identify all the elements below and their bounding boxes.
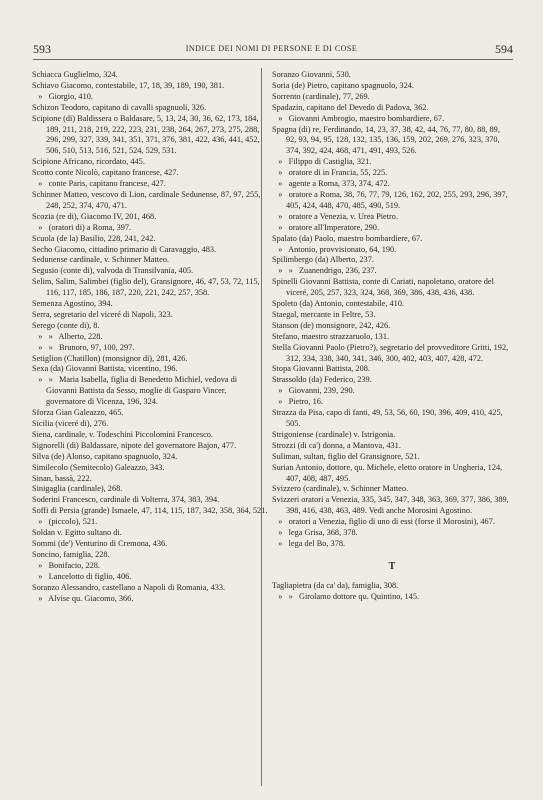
index-entry: » Giorgio, 410.	[32, 91, 93, 101]
index-entry: Schiavo Giacomo, contestabile, 17, 18, 39, 189, 190, 381.	[32, 80, 225, 90]
index-entry: » Antonio, provvisionato, 64, 190.	[272, 244, 397, 254]
index-entry: Spadazin, capitano del Devedo di Padova, 362.	[272, 102, 429, 112]
index-entry: Signorelli (di) Baldassare, nipote del governatore Bajon, 477.	[32, 440, 237, 450]
index-entry: Sommi (de') Venturino di Cremona, 436.	[32, 538, 168, 548]
index-entry: Svizzeri oratori a Venezia, 335, 345, 347, 348, 363, 369, 377, 386, 389, 398, 416, 438, 463, 489. Vedi anche Morosini Agostino.	[272, 495, 511, 516]
index-entry: Sicilia (viceré di), 276.	[32, 419, 109, 428]
page-header	[0, 42, 543, 56]
header-rule	[33, 59, 513, 60]
section-letter: T	[388, 560, 396, 572]
index-entry: Strassoldo (da) Federico, 239.	[272, 375, 372, 385]
index-entry: » (oratori di) a Roma, 397.	[32, 222, 132, 232]
index-entry: Stella Giovanni Paolo (Pietro?), segretario del provveditore Gritti, 192, 312, 334, 338, 340, 341, 346, 300, 402, 403, 407, 428, 472.	[272, 342, 511, 363]
index-entry: Selim, Salim, Salimbei (figlio del), Gransignore, 46, 47, 53, 72, 115, 116, 117, 185, 186, 187, 220, 221, 242, 257, 358.	[32, 277, 262, 298]
index-entry: Sorrento (cardinale), 77, 269.	[272, 91, 370, 101]
index-entry: Strazza da Pisa, capo di fanti, 49, 53, 56, 60, 190, 396, 409, 410, 425, 505.	[272, 408, 505, 428]
index-entry: Scuola (de la) Basilio, 228, 241, 242.	[32, 233, 156, 243]
index-entry: Segusio (conte di), valvoda di Transilvania, 405.	[32, 266, 194, 276]
index-entry: Spinelli Giovanni Battista, conte di Cariati, napoletano, oratore del viceré, 205, 257, 323, 324, 368, 369, 386, 438, 436, 438.	[272, 277, 496, 298]
index-entry: Svizzero (cardinale), v. Schinner Matteo.	[272, 484, 409, 494]
index-entry: Soderini Francesco, cardinale di Volterra, 374, 383, 394.	[32, 495, 220, 505]
index-entry: » » Girolamo dottore qu. Quintino, 145.	[272, 591, 420, 601]
index-entry: » oratore all'Imperatore, 290.	[272, 222, 380, 232]
index-entry: Stopa Giovanni Battista, 208.	[272, 364, 370, 374]
index-entry: Setiglion (Chatillon) (monsignor di), 281, 426.	[32, 353, 188, 363]
index-entry: » Pietro, 16.	[272, 397, 323, 407]
index-entry: Staegal, mercante in Feltre, 53.	[272, 309, 376, 319]
index-entry: » oratore a Venezia, v. Urea Pietro.	[272, 211, 399, 221]
index-entry: Surian Antonio, dottore, qu. Michele, eletto oratore in Ungheria, 124, 407, 408, 487, 495.	[272, 462, 505, 483]
index-entry: Schizon Teodoro, capitano di cavalli spagnuoli, 326.	[32, 102, 207, 112]
index-entry: Sedunense cardinale, v. Schinner Matteo.	[32, 255, 170, 265]
index-entry: Scozia (re di), Giacomo IV, 201, 468.	[32, 211, 157, 221]
index-entry: Serego (conte di), 8.	[32, 320, 100, 330]
index-entry: Spagna (di) re, Ferdinando, 14, 23, 37, 38, 42, 44, 76, 77, 80, 88, 89, 92, 93, 94, 95, 128, 132, 135, 136, 159, 202, 269, 276, 323, 370, 374, 392, 424, 468, 471, 491, 493, 526.	[272, 124, 502, 156]
right-column	[272, 70, 512, 603]
index-entry: Soffi di Persia (grande) Ismaele, 47, 114, 115, 187, 342, 358, 364, 521.	[32, 506, 268, 516]
right-column-entries	[272, 70, 512, 550]
index-entry: Silva (de) Alonso, capitano spagnuolo, 324.	[32, 451, 178, 461]
index-entry: » » Zuanendrigo, 236, 237.	[272, 266, 377, 276]
index-entry: Sinan, bassà, 222.	[32, 473, 92, 483]
index-entry: Stefano, maestro strazzaruolo, 131.	[272, 331, 390, 341]
index-entry: » lega Grisa, 368, 378.	[272, 528, 358, 538]
index-entry: Schinner Matteo, vescovo di Lion, cardinale Sedunense, 87, 97, 255, 248, 252, 374, 470, 471.	[32, 189, 263, 210]
index-entry: » oratori a Venezia, figlio di uno di essi (forse il Morosini), 467.	[272, 517, 495, 527]
index-entry: Spoleto (da) Antonio, contestabile, 410.	[272, 299, 405, 309]
index-entry: Suliman, sultan, figlio del Gransignore, 521.	[272, 451, 420, 461]
index-entry: » agente a Roma, 373, 374, 472.	[272, 179, 390, 189]
index-entry: » conte Paris, capitano francese, 427.	[32, 179, 166, 189]
index-entry: » oratore a Roma, 38, 76, 77, 79, 126, 162, 202, 255, 293, 296, 397, 405, 424, 448, 470, 485, 490, 519.	[272, 189, 510, 210]
index-entry: Soria (de) Pietro, capitano spagnuolo, 324.	[272, 80, 414, 90]
right-page-number: 594	[495, 42, 513, 56]
running-title: INDICE DEI NOMI DI PERSONE E DI COSE	[185, 44, 358, 53]
index-entry: Sforza Gian Galeazzo, 465.	[32, 408, 124, 418]
index-entry: Soldan v. Egitto sultano di.	[32, 528, 122, 538]
left-page-number: 593	[33, 42, 51, 56]
index-entry: Spilimbergo (da) Alberto, 237.	[272, 255, 374, 265]
index-entry: Semenza Agostino, 394.	[32, 299, 113, 309]
index-entry: Scipione (di) Baldissera o Baldasare, 5, 13, 24, 30, 36, 62, 173, 184, 189, 211, 218, 219, 222, 223, 231, 238, 264, 267, 273, 275, 288, 296, 299, 327, 339, 341, 351, 371, 376, 381, 422, 436, 441, 452, 506, 510, 513, 516, 521, 524, 529, 531.	[32, 113, 262, 156]
index-entry: Soncino, famiglia, 228.	[32, 549, 110, 559]
index-entry: » Bonifacio, 228.	[32, 560, 100, 570]
index-entry: Siena, cardinale, v. Todeschini Piccolomini Francesco.	[32, 429, 213, 439]
index-entry: » » Alberto, 228.	[32, 331, 103, 341]
index-entry: Tagliapietra (da ca' da), famiglia, 308.	[272, 580, 399, 590]
left-column	[32, 70, 268, 604]
index-entry: » » Brunoro, 97, 100, 297.	[32, 342, 135, 352]
index-entry: Strozzi (di ca') donna, a Mantova, 431.	[272, 440, 401, 450]
index-entry: Scotto conte Nicolò, capitano francese, 427.	[32, 168, 179, 178]
index-entry: Spalato (da) Paolo, maestro bombardiere, 67.	[272, 233, 423, 243]
index-entry: Scipione Africano, ricordato, 445.	[32, 157, 145, 167]
index-entry: Strigoniense (cardinale) v. Istrigonia.	[272, 429, 396, 439]
index-entry: Sexa (da) Giovanni Battista, vicentino, 196.	[32, 364, 178, 374]
index-entry: Sinigaglia (cardinale), 268.	[32, 484, 123, 494]
index-entry: Schiacca Guglielmo, 324.	[32, 70, 118, 79]
index-entry: Soranzo Giovanni, 530.	[272, 70, 351, 79]
index-entry: Secho Giacomo, cittadino primario di Caravaggio, 483.	[32, 244, 217, 254]
index-entry: Soranzo Alessandro, castellano a Napoli di Romania, 433.	[32, 582, 226, 592]
index-entry: » lega del Bo, 378.	[272, 538, 346, 548]
index-entry: » Filippo di Castiglia, 321.	[272, 157, 372, 167]
index-entry: Similecolo (Semitecolo) Galeazzo, 343.	[32, 462, 165, 472]
index-entry: » Giovanni Ambrogio, maestro bombardiere, 67.	[272, 113, 445, 123]
index-entry: » (piccolo), 521.	[32, 517, 98, 527]
index-entry: » » Maria Isabella, figlia di Benedetto Michiel, vedova di Giovanni Battista da Sesso, moglie di Gasparo Vincer, governatore di Vicenza, 196, 324.	[32, 375, 240, 407]
index-entry: Serra, segretario del viceré di Napoli, 323.	[32, 309, 173, 319]
index-entry: » Alvise qu. Giacomo, 366.	[32, 593, 134, 603]
right-column-entries-t	[272, 581, 512, 603]
index-entry: » Lancelotto di figlio, 406.	[32, 571, 132, 581]
index-entry: » Giovanni, 239, 290.	[272, 386, 355, 396]
index-entry: » oratore di in Francia, 55, 225.	[272, 168, 388, 178]
index-entry: Stanson (de) monsignore, 242, 426.	[272, 320, 391, 330]
